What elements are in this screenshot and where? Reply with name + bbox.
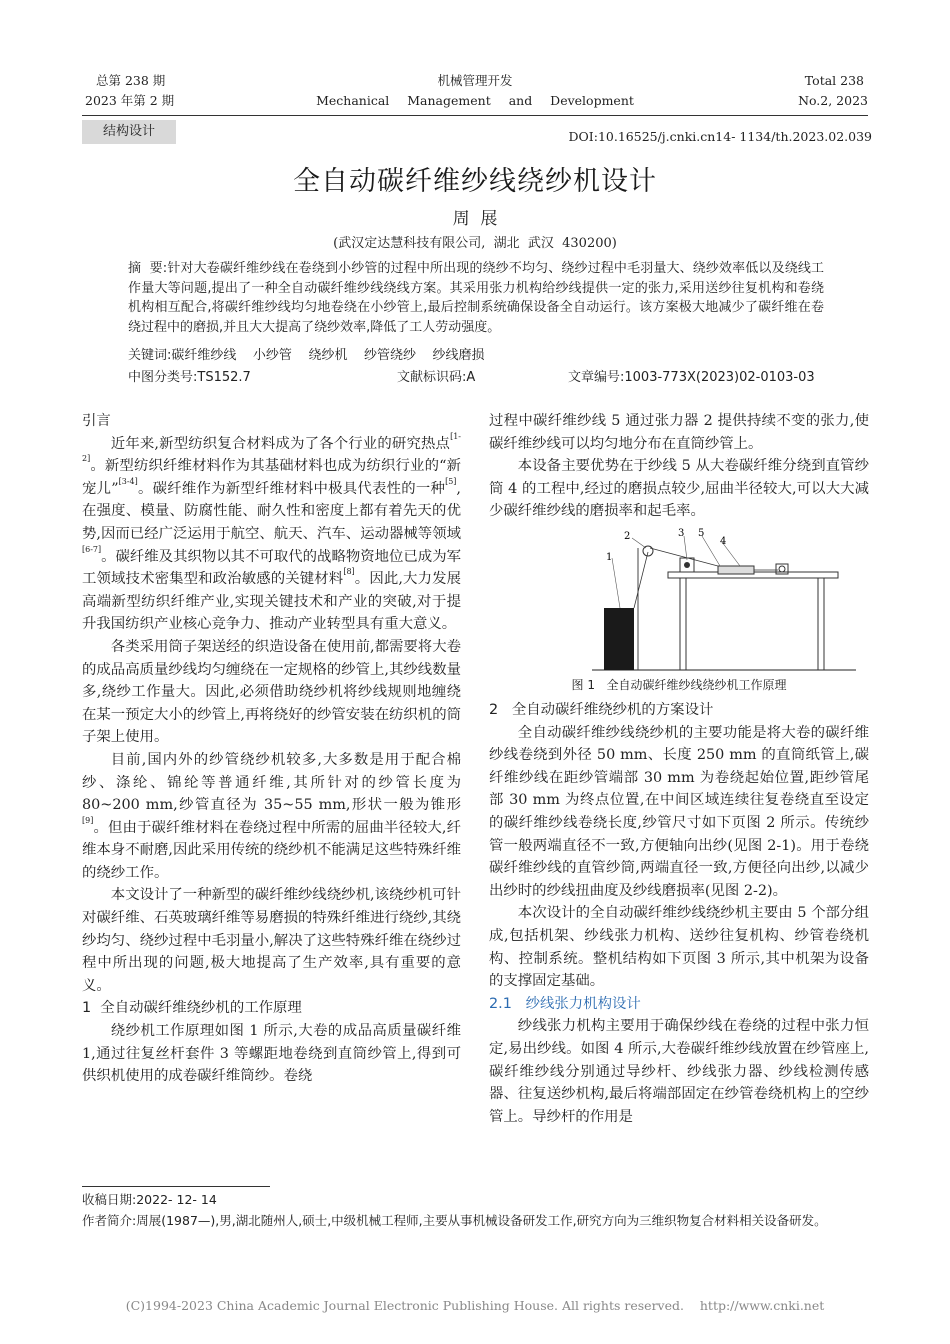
page-title: 全自动碳纤维纱线绕纱机设计	[293, 166, 657, 197]
paragraph: 绕纱机工作原理如图 1 所示,大卷的成品高质量碳纤维 1,通过往复丝杆套件 3 等螺距地卷绕到直筒纱管上,得到可供织机使用的成卷碳纤维筒纱。卷绕	[82, 1023, 461, 1085]
paragraph: 各类采用筒子架送经的织造设备在使用前,都需要将大卷的成品高质量纱线均匀缠绕在一定规格的纱管上,其纱线数量多,绕纱工作量大。因此,必须借助绕纱机将纱线规则地缠绕在某一预定大小的纱管上,再将绕好的纱管安装在纺织机的筒子架上使用。	[82, 638, 461, 746]
motor-shaft	[779, 566, 785, 572]
header-journal-en: Mechanical Management and Development	[316, 93, 634, 108]
author: 周 展	[452, 209, 498, 229]
header-rule	[82, 115, 868, 116]
figure-1-diagram	[590, 528, 860, 676]
section-heading-1: 1 全自动碳纤维绕纱机的工作原理	[82, 1000, 302, 1017]
article-number: 文章编号:1003-773X(2023)02-0103-03	[568, 370, 815, 385]
paragraph: 全自动碳纤维纱线绕纱机的主要功能是将大卷的碳纤维纱线卷绕到外径 50 mm、长度 250 mm 的直筒纸管上,碳纤维纱线在距纱管端部 30 mm 为卷绕起始位置,距纱管尾部 30 mm 为终点位置,在中间区域连续往复卷绕直至设定的碳纤维纱线卷绕长度,纱管尺寸如下页图 2 所示。传统纱管一般两端直径不一致,方便轴向出纱(见图 2-1)。用于卷绕碳纤维纱线的直管纱筒,两端直径一致,方便径向出纱,以减少出纱时的纱线扭曲度及纱线磨损率(见图 2-2)。	[489, 724, 869, 899]
paragraph: 本次设计的全自动碳纤维纱线绕纱机主要由 5 个部分组成,包括机架、纱线张力机构、送纱往复机构、纱管卷绕机构、控制系统。整机结构如下页图 3 所示,其中机架为设备的支撑固定基础。	[489, 905, 869, 990]
header-total-left: 总第 238 期	[96, 73, 166, 88]
header-journal-cn: 机械管理开发	[437, 73, 513, 88]
paragraph: 纱线张力机构主要用于确保纱线在卷绕的过程中张力恒定,易出纱线。如图 4 所示,大卷碳纤维纱线放置在纱管座上,碳纤维纱线分别通过导纱杆、纱线张力器、纱线检测传感器、往复送纱机构,最后将端部固定在纱管卷绕机构上的空纱管上。导纱杆的作用是	[489, 1018, 869, 1125]
abstract-text: 针对大卷碳纤维纱线在卷绕到小纱管的过程中所出现的绕纱不均匀、绕纱过程中毛羽量大、绕纱效率低以及绕线工作量大等问题,提出了一种全自动碳纤维纱线绕线方案。其采用张力机构给纱线提供一定的张力,采用送纱往复机构和卷绕机构相互配合,将碳纤维纱线均匀地卷绕在小纱管上,最后控制系统确保设备全自动运行。该方案极大地减少了碳纤维在卷绕过程中的磨损,并且大大提高了绕纱效率,降低了工人劳动强度。	[128, 261, 824, 335]
fig-label: 4	[720, 536, 727, 547]
footnote-rule	[82, 1186, 270, 1187]
fig-label: 1	[606, 552, 613, 563]
category-badge: 结构设计	[82, 120, 176, 144]
header-total-right: Total 238	[804, 73, 864, 88]
doi: DOI:10.16525/j.cnki.cn14- 1134/th.2023.02.039	[568, 129, 872, 144]
right-column-bottom	[489, 699, 869, 1128]
subsection-heading-2-1: 2.1 纱线张力机构设计	[489, 995, 641, 1012]
copyright: (C)1994-2023 China Academic Journal Electronic Publishing House. All rights reserved. http://www.cnki.net	[125, 1298, 825, 1313]
header-issue-right: No.2, 2023	[798, 93, 868, 108]
section-heading-2: 2 全自动碳纤维绕纱机的方案设计	[489, 702, 714, 718]
leader-1	[612, 558, 620, 608]
abstract-label: 摘 要:	[128, 261, 168, 276]
fig-label: 3	[678, 528, 685, 539]
author-bio: 作者简介:周展(1987—),男,湖北随州人,硕士,中级机械工程师,主要从事机械设备研发工作,研究方向为三维织物复合材料相关设备研发。	[82, 1213, 827, 1228]
doc-code: 文献标识码:A	[397, 370, 476, 385]
winding-tube	[718, 566, 754, 574]
paragraph-continued: 过程中碳纤维纱线 5 通过张力器 2 提供持续不变的张力,使碳纤维纱线可以均匀地分布在直筒纱管上。	[489, 413, 869, 452]
affiliation: (武汉定达慧科技有限公司, 湖北 武汉 430200)	[333, 236, 617, 251]
figure-1	[590, 528, 860, 676]
left-column	[82, 410, 461, 1088]
figure-1-caption: 图 1 全自动碳纤维纱线绕纱机工作原理	[571, 678, 787, 692]
paragraph: 本文设计了一种新型的碳纤维纱线绕纱机,该绕纱机可针对碳纤维、石英玻璃纤维等易磨损的特殊纤维进行绕纱,其绕纱均匀、绕纱过程中毛羽量小,解决了这些特殊纤维在绕纱过程中所出现的问题,极大地提高了生产效率,具有重要的意义。	[82, 887, 461, 994]
paragraph: 本设备主要优势在于纱线 5 从大卷碳纤维分绕到直管纱筒 4 的工程中,经过的磨损点较少,屈曲半径较大,可以大大减少碳纤维纱线的磨损率和起毛率。	[489, 458, 869, 520]
keywords: 关键词:碳纤维纱线 小纱管 绕纱机 纱管绕纱 纱线磨损	[128, 348, 485, 363]
paragraph: 近年来,新型纺织复合材料成为了各个行业的研究热点[1-2]。新型纺织纤维材料作为其基础材料也成为纺织行业的“新宠儿”[3-4]。碳纤维作为新型纤维材料中极具代表性的一种[5],在强度、模量、防腐性能、耐久性和密度上都有着先天的优势,因而已经广泛运用于航空、航天、汽车、运动器械等领域[6-7]。碳纤维及其织物以其不可取代的战略物资地位已成为军工领域技术密集型和政治敏感的关键材料[8]。因此,大力发展高端新型纺织纤维产业,实现关键技术和产业的突破,对于提升我国纺织产业核心竞争力、推动产业转型具有重大意义。	[82, 431, 461, 633]
leader-5	[702, 536, 720, 566]
header-issue-left: 2023 年第 2 期	[85, 93, 175, 108]
traverse-guide	[684, 562, 690, 568]
leader-2	[632, 538, 646, 548]
right-column-top	[489, 410, 869, 523]
tension-pulley	[643, 546, 653, 556]
yarn-path-1	[634, 552, 648, 608]
fig-label: 2	[624, 531, 631, 542]
section-heading-intro: 引言	[82, 413, 111, 429]
leader-3	[684, 536, 687, 560]
received-date: 收稿日期:2022- 12- 14	[82, 1192, 217, 1207]
fig-label: 5	[698, 528, 705, 539]
abstract	[128, 259, 824, 337]
paragraph: 目前,国内外的纱管绕纱机较多,大多数是用于配合棉纱、涤纶、锦纶等普通纤维,其所针对的纱管长度为 80~200 mm,纱管直径为 35~55 mm,形状一般为锥形[9]。但由于碳纤维材料在卷绕过程中所需的屈曲半径较大,纤维本身不耐磨,因此采用传统的绕纱机不能满足这些特殊纤维的绕纱工作。	[82, 751, 461, 881]
yarn-package	[604, 608, 634, 670]
classification: 中图分类号:TS152.7	[128, 370, 251, 385]
